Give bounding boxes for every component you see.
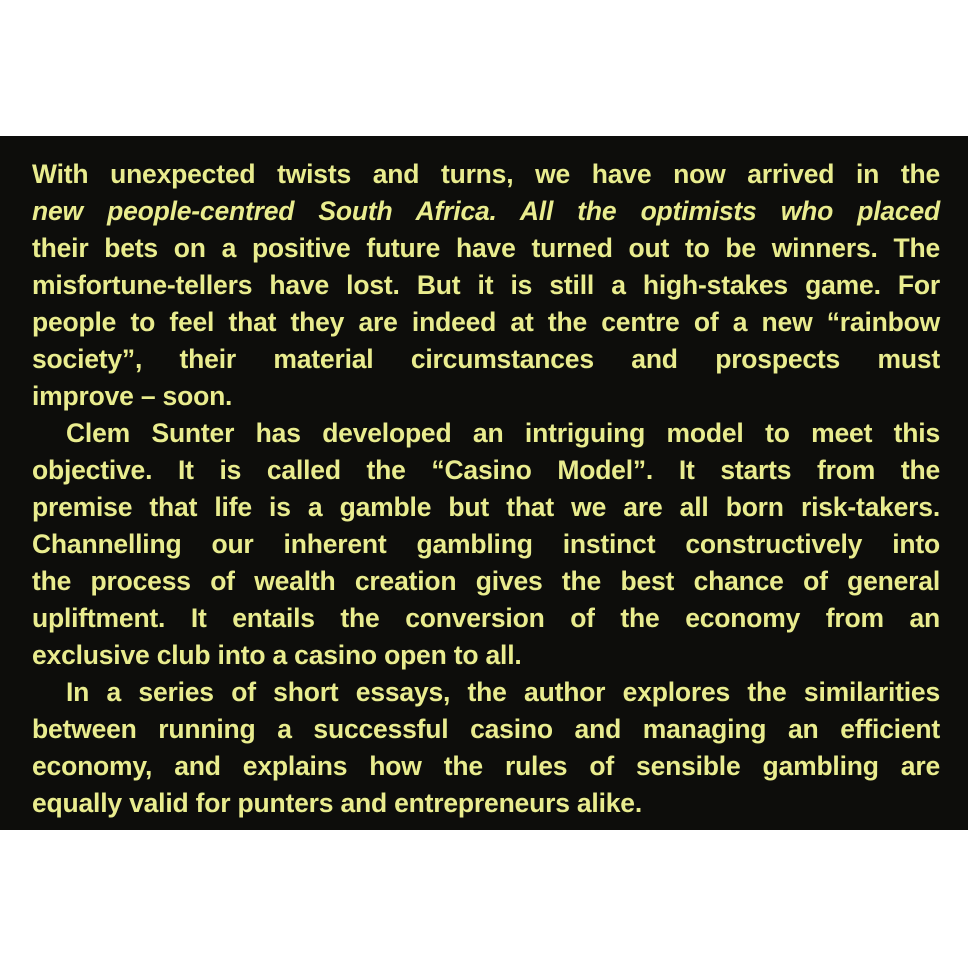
- blurb-line: misfortune-tellers have lost. But it is still a high-stakes game. For: [32, 270, 940, 300]
- blurb-text: [32, 156, 940, 822]
- blurb-panel: [0, 136, 968, 830]
- blurb-line: the process of wealth creation gives the best chance of general: [32, 566, 940, 596]
- blurb-paragraph-1: [32, 156, 940, 415]
- blurb-line-italic: new people-centred South Africa. All the optimists who placed: [32, 196, 940, 226]
- blurb-line: exclusive club into a casino open to all.: [32, 640, 522, 670]
- blurb-line: between running a successful casino and managing an efficient: [32, 714, 940, 744]
- blurb-line: equally valid for punters and entrepreneurs alike.: [32, 788, 642, 818]
- blurb-line: upliftment. It entails the conversion of the economy from an: [32, 603, 940, 633]
- blurb-line: premise that life is a gamble but that we are all born risk-takers.: [32, 492, 940, 522]
- blurb-line: Channelling our inherent gambling instinct constructively into: [32, 529, 940, 559]
- blurb-line: With unexpected twists and turns, we have now arrived in the: [32, 159, 940, 189]
- blurb-line: improve – soon.: [32, 381, 233, 411]
- blurb-paragraph-2: [32, 415, 940, 674]
- blurb-line: objective. It is called the “Casino Model”. It starts from the: [32, 455, 940, 485]
- blurb-line: Clem Sunter has developed an intriguing model to meet this: [66, 418, 940, 448]
- blurb-paragraph-3: [32, 674, 940, 822]
- blurb-line: society”, their material circumstances and prospects must: [32, 344, 940, 374]
- blurb-line: In a series of short essays, the author explores the similarities: [66, 677, 940, 707]
- blurb-line: economy, and explains how the rules of sensible gambling are: [32, 751, 940, 781]
- blurb-line: people to feel that they are indeed at the centre of a new “rainbow: [32, 307, 940, 337]
- blurb-line: their bets on a positive future have turned out to be winners. The: [32, 233, 940, 263]
